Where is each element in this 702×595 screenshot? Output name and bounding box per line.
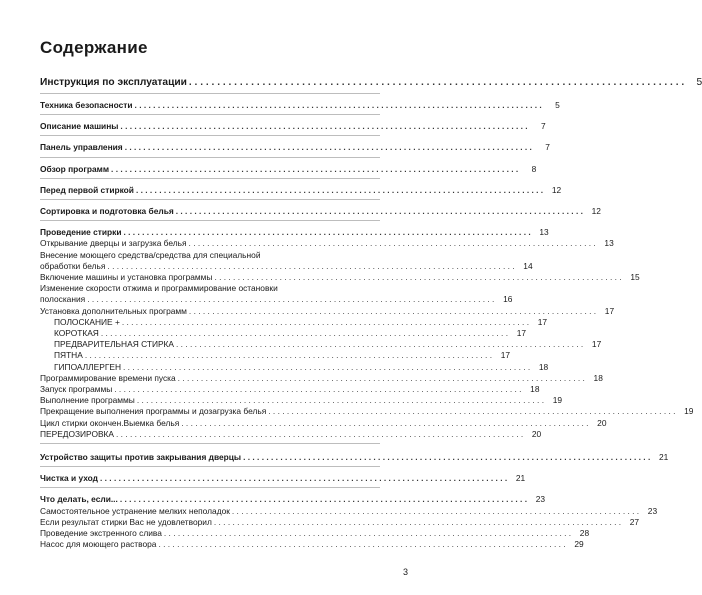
toc-entry-text: Включение машины и установка программы bbox=[40, 272, 213, 283]
toc-entry[interactable] bbox=[40, 395, 563, 406]
toc-entry[interactable] bbox=[40, 249, 533, 272]
toc-entry-text: Обзор программ bbox=[40, 163, 110, 174]
toc-entry-text: ПРЕДВАРИТЕЛЬНАЯ СТИРКА bbox=[54, 339, 175, 350]
toc-entry-text: Выполнение программы bbox=[40, 395, 135, 406]
toc-entry-text: Панель управления bbox=[40, 142, 123, 153]
toc-entry[interactable] bbox=[40, 305, 615, 317]
toc-entry[interactable] bbox=[40, 516, 640, 528]
dot-leader bbox=[189, 76, 684, 90]
dot-leader bbox=[120, 121, 527, 132]
toc-entry-text: Чистка и уход bbox=[40, 473, 98, 484]
dot-leader bbox=[268, 406, 675, 417]
toc-entry[interactable] bbox=[40, 384, 540, 395]
toc-entry-text: Изменение скорости отжима и программирование остановки bbox=[40, 283, 278, 294]
toc-entry-text: Внесение моющего средства/средства для специальной bbox=[40, 249, 261, 260]
toc-entry[interactable] bbox=[40, 350, 511, 361]
toc-page-number: 17 bbox=[500, 350, 511, 361]
toc-entry-text: Самостоятельное устранение мелких неполадок bbox=[40, 505, 230, 516]
toc-entry[interactable] bbox=[40, 227, 549, 238]
dot-leader bbox=[107, 261, 514, 272]
toc-page-number: 17 bbox=[604, 305, 615, 316]
toc-entry-text: ПЯТНА bbox=[54, 350, 83, 361]
toc-page-number: 18 bbox=[593, 372, 603, 383]
toc-entry[interactable] bbox=[40, 184, 562, 200]
page-number: 3 bbox=[402, 567, 408, 577]
toc-entry-text: Техника безопасности bbox=[40, 100, 133, 110]
dot-leader bbox=[243, 452, 650, 463]
toc-page-number: 20 bbox=[531, 428, 542, 439]
toc-entry[interactable] bbox=[40, 316, 548, 328]
dot-leader bbox=[87, 294, 494, 305]
toc-page-number: 21 bbox=[515, 473, 526, 484]
toc-entry-text: Описание машины bbox=[40, 121, 119, 132]
toc-entry[interactable] bbox=[40, 473, 526, 488]
toc-page-number: 12 bbox=[591, 206, 601, 217]
toc-entry-text: Открывание дверцы и загрузка белья bbox=[40, 238, 187, 249]
toc-entry-text-continued: полоскания bbox=[40, 294, 86, 305]
toc-entry-text: Устройство защиты против закрывания дверцы bbox=[40, 452, 242, 463]
toc-page-number: 23 bbox=[535, 494, 546, 505]
toc-entry[interactable] bbox=[40, 76, 702, 94]
toc-entry[interactable] bbox=[40, 163, 537, 179]
toc-entry[interactable] bbox=[40, 142, 550, 157]
dot-leader bbox=[116, 429, 523, 440]
toc-page-number: 20 bbox=[597, 417, 607, 428]
toc-page-number: 16 bbox=[503, 294, 513, 305]
toc-entry[interactable] bbox=[40, 206, 601, 221]
dot-leader bbox=[120, 494, 527, 505]
dot-leader bbox=[111, 164, 518, 175]
toc-entry-text: Если результат стирки Вас не удовлетворил bbox=[40, 516, 212, 527]
toc-entry[interactable] bbox=[40, 539, 584, 550]
toc-entry[interactable] bbox=[40, 406, 694, 417]
toc-entry-text: Перед первой стиркой bbox=[40, 184, 134, 195]
toc-page-number: 28 bbox=[579, 528, 590, 539]
dot-leader bbox=[176, 206, 583, 217]
toc-entry[interactable] bbox=[40, 417, 607, 429]
toc-page-number: 5 bbox=[555, 100, 560, 110]
toc-entry-text: Проведение стирки bbox=[40, 227, 122, 238]
toc-entry-text: ПОЛОСКАНИЕ + bbox=[54, 316, 120, 327]
page-title: Содержание bbox=[40, 38, 148, 57]
toc-entry[interactable] bbox=[40, 494, 546, 505]
toc-entry-text: ПЕРЕДОЗИРОВКА bbox=[40, 428, 115, 439]
toc-entry-text: Инструкция по эксплуатации bbox=[40, 77, 187, 88]
toc-page-number: 8 bbox=[531, 163, 537, 174]
toc-page-number: 7 bbox=[545, 142, 550, 153]
toc-entry-text-continued: обработки белья bbox=[40, 260, 106, 271]
dot-leader bbox=[114, 384, 521, 395]
toc-entry-text: Цикл стирки окончен.Выемка белья bbox=[40, 417, 180, 428]
dot-leader bbox=[164, 528, 571, 539]
toc-page-number: 12 bbox=[551, 184, 562, 195]
toc-page-number: 13 bbox=[539, 227, 549, 238]
dot-leader bbox=[214, 272, 621, 283]
toc-page-number: 7 bbox=[540, 121, 546, 132]
toc-entry-text: Что делать, если... bbox=[40, 494, 118, 505]
toc-page-number: 18 bbox=[530, 384, 540, 395]
toc-entry[interactable] bbox=[40, 121, 546, 136]
toc-entry[interactable] bbox=[40, 272, 640, 283]
toc-entry[interactable] bbox=[40, 505, 658, 517]
toc-page-number: 13 bbox=[604, 238, 614, 249]
toc-entry-text: ГИПОАЛЛЕРГЕН bbox=[54, 361, 122, 372]
toc-page-number: 5 bbox=[696, 77, 702, 88]
dot-leader bbox=[181, 418, 588, 429]
toc-entry[interactable] bbox=[40, 328, 527, 339]
toc-page-number: 18 bbox=[538, 361, 549, 372]
dot-leader bbox=[232, 506, 639, 517]
toc-entry[interactable] bbox=[40, 428, 542, 444]
toc-page-number: 23 bbox=[647, 505, 658, 516]
dot-leader bbox=[123, 362, 530, 373]
dot-leader bbox=[189, 238, 596, 249]
toc-entry[interactable] bbox=[40, 372, 603, 384]
dot-leader bbox=[125, 142, 532, 153]
toc-page-number: 19 bbox=[684, 406, 694, 417]
toc-entry-text: Проведение экстренного слива bbox=[40, 528, 162, 539]
dot-leader bbox=[214, 517, 621, 528]
toc-entry-text: Установка дополнительных программ bbox=[40, 305, 187, 316]
dot-leader bbox=[100, 473, 507, 484]
dot-leader bbox=[189, 306, 596, 317]
dot-leader bbox=[176, 339, 583, 350]
toc-entry[interactable] bbox=[40, 100, 560, 115]
dot-leader bbox=[123, 227, 530, 238]
toc-entry[interactable] bbox=[40, 452, 669, 467]
toc-entry-text: Сортировка и подготовка белья bbox=[40, 206, 174, 217]
toc-entry[interactable] bbox=[40, 528, 590, 539]
table-of-contents bbox=[40, 70, 702, 551]
toc-entry[interactable] bbox=[40, 283, 513, 305]
toc-page-number: 29 bbox=[574, 539, 584, 550]
toc-entry-text: Насос для моющего раствора bbox=[40, 539, 157, 550]
toc-entry-text: Программирование времени пуска bbox=[40, 372, 176, 383]
toc-page-number: 17 bbox=[537, 316, 548, 327]
toc-entry[interactable] bbox=[40, 339, 602, 350]
toc-entry[interactable] bbox=[40, 361, 549, 373]
toc-page-number: 14 bbox=[523, 260, 533, 271]
toc-page-number: 17 bbox=[591, 339, 602, 350]
toc-page-number: 15 bbox=[630, 272, 640, 283]
dot-leader bbox=[137, 395, 544, 406]
toc-page-number: 19 bbox=[552, 395, 563, 406]
dot-leader bbox=[178, 373, 585, 384]
toc-page-number: 17 bbox=[516, 328, 527, 339]
dot-leader bbox=[135, 100, 542, 111]
dot-leader bbox=[136, 185, 543, 196]
toc-page-number: 27 bbox=[629, 516, 640, 527]
toc-page-number: 21 bbox=[658, 452, 669, 463]
toc-entry-text: КОРОТКАЯ bbox=[54, 328, 99, 339]
toc-entry-text: Прекращение выполнения программы и дозагрузка белья bbox=[40, 406, 267, 417]
dot-leader bbox=[158, 539, 565, 550]
toc-entry[interactable] bbox=[40, 238, 614, 249]
dot-leader bbox=[85, 350, 492, 361]
toc-entry-text: Запуск программы bbox=[40, 384, 113, 395]
dot-leader bbox=[122, 317, 529, 328]
dot-leader bbox=[101, 328, 508, 339]
